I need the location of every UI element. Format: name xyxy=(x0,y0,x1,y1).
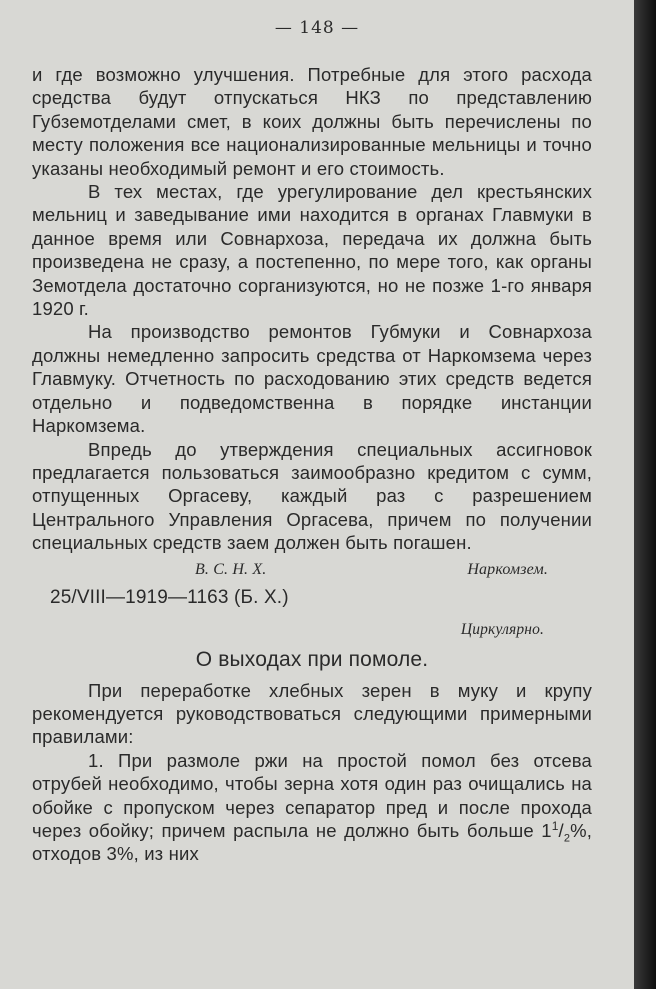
signature-line xyxy=(32,557,592,583)
circular-label: Циркулярно. xyxy=(460,620,544,638)
page-number: — 148 — xyxy=(274,18,360,38)
dust-denominator: 2 xyxy=(563,832,571,845)
rule-1-text: 1. При размоле ржи на простой помол без отсева отрубей необходимо, чтобы зерна хотя один раз очищались на обойке с пропуском через сепаратор пред и после прохода через обойку; причем распыла не должно быть больше xyxy=(32,749,592,841)
paragraph-peasant-mills: В тех местах, где урегулирование дел крестьянских мельниц и заведывание ими находится в органах Главмуки в данное время или Совнархоза, передача их должна быть произведена не сразу, а постепенно, по мере того, как органы Земотдела достаточно сорганизуются, но не позже 1-го января 1920 г. xyxy=(32,181,592,320)
paragraph-rule-1: 1. При размоле ржи на простой помол без отсева отрубей необходимо, чтобы зерна хотя один раз очищались на обойке с пропуском через сепаратор пред и после прохода через обойку; причем распыла не должно быть больше $1^1/_2\%$, отходов 3%, из них xyxy=(32,749,592,865)
body-text xyxy=(32,63,592,866)
waste-percent: % xyxy=(117,843,134,865)
paragraph-repairs-funding: На производство ремонтов Губмуки и Совнархоза должны немедленно запросить средства от Наркомзема через Главмуку. Отчетность по расходованию этих средств ведется отдельно и подведомственна в порядке инстанции Наркомзема. xyxy=(32,321,592,437)
signature-left: В. С. Н. Х. xyxy=(195,560,267,578)
rule-1-tail: , из них xyxy=(133,843,199,865)
paragraph-intro: При переработке хлебных зерен в муку и крупу рекомендуется руководствоваться следующими примерными правилами: xyxy=(32,679,592,748)
document-reference: 25/VIII—1919—1163 (Б. Х.) xyxy=(50,586,289,608)
waste-value: 3 xyxy=(106,843,117,865)
paragraph-credit: Впредь до утверждения специальных ассигновок предлагается пользоваться заимообразно кредитом с сумм, отпущенных Оргасеву, каждый раз с разрешением Центрального Управления Оргасева, причем по получении специальных средств заем должен быть погашен. xyxy=(32,438,592,554)
dust-whole: 1 xyxy=(541,819,552,841)
dust-percent: % xyxy=(570,819,587,841)
waste-label: , отходов xyxy=(32,819,592,865)
paragraph-continuation: и где возможно улучшения. Потребные для этого расхода средства будут отпускаться НКЗ по представлению Губземотделами смет, в коих должны быть перечислены по месту положения все национализированные мельницы и точно указаны необходимый ремонт и его стоимость. xyxy=(32,64,592,179)
page-edge-shadow xyxy=(634,0,656,989)
dust-numerator: 1 xyxy=(551,818,559,833)
signature-right: Наркомзем. xyxy=(467,560,548,578)
section-heading: О выходах при помоле. xyxy=(195,647,429,671)
